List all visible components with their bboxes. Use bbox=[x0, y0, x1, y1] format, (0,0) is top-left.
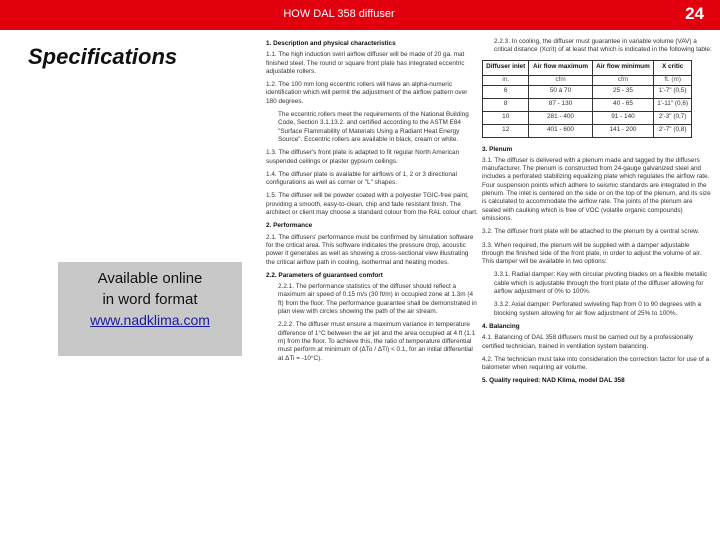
section-heading: 1. Description and physical characteristics bbox=[266, 40, 396, 47]
table-cell: 87 - 130 bbox=[529, 98, 592, 111]
spec-paragraph: 2.2.2. The diffuser must ensure a maximum variance in temperature difference of 1°C between the air jet and the area occupied at 4 ft (1.1 m) from the floor. To achieve this, the ratio of temperature differential must perform at minimum of (ΔTo / ΔTi) < 0.1, for an initial differential at ΔTi = -10°C). bbox=[278, 321, 476, 362]
spec-paragraph: 4.2. The technician must take into consideration the correction factor for use of a balometer when requiring air volume. bbox=[482, 355, 710, 372]
spec-paragraph: 1.2. The 100 mm long eccentric rollers will have an alpha-numeric identification which will permit the adjustment of the airflow pattern over 180 degrees. bbox=[266, 81, 468, 105]
callout-line-2: in word format bbox=[102, 291, 198, 308]
table-header-cell: Diffuser inlet bbox=[483, 60, 529, 75]
website-link[interactable]: www.nadklima.com bbox=[90, 312, 210, 328]
table-cell: 141 - 200 bbox=[592, 124, 654, 137]
table-header-cell: Air flow minimum bbox=[592, 60, 654, 75]
table-cell: 6 bbox=[483, 85, 529, 98]
presentation-title: HOW DAL 358 diffuser bbox=[283, 8, 395, 20]
table-unit-cell: ft. (m) bbox=[654, 75, 692, 85]
table-cell: 10 bbox=[483, 111, 529, 124]
spec-paragraph: 2.1. The diffusers' performance must be confirmed by simulation software for the critical area. This software indicates the pressure drop, acoustic power it generates as well as showing a cross-sectional view illustrating the critical airflow path in cooling, isothermal and heating modes. bbox=[266, 233, 474, 266]
table-cell: 2'-7" (0,8) bbox=[654, 124, 692, 137]
spec-paragraph: 3.3.2. Axial damper: Perforated swiveling flap from 0 to 90 degrees with a blocking system allowing for air flow adjustment of 25% to 100%. bbox=[494, 301, 702, 317]
spec-paragraph: 3.3.1. Radial damper: Key with circular pivoting blades on a flexible metallic cable which is adjustable through the front plate of the diffuser allowing for airflow adjustment of 0% to 100%. bbox=[494, 271, 708, 296]
table-unit-cell: cfm bbox=[529, 75, 592, 85]
table-cell: 91 - 140 bbox=[592, 111, 654, 124]
spec-paragraph: The eccentric rollers meet the requirements of the National Building Code, Section 3.1.13.2. and certified according to the ASTM E84 "Surface Flammability of Materials Using a Radiant Heat Energy Source". Eccentric rollers are available in black, cream or white. bbox=[278, 111, 469, 143]
spec-paragraph: 3.1. The diffuser is delivered with a plenum made and tagged by the diffusers manufacturer. The plenum is constructed from 24-gauge galvanized steel and includes a perforated stabilizing equalizing plate which regulates the airflow rate. Four suspension points which adhere to seismic standards are integrated in the plenum. The inlet is centered on the side or on the top of the plenum, and its size is calculated to accommodate the airflow rate. The joints of the plenum are sealed with caulking which is free of VOC (volatile organic compounds) emissions. bbox=[482, 156, 711, 222]
section-heading: 2. Performance bbox=[266, 222, 313, 230]
spec-paragraph: 1.5. The diffuser will be powder coated with a polyester TGIC-free paint, providing a smooth, easy-to-clean, chip and fade resistant finish. The architect or client may choose a standard colour from the RAL colour chart. bbox=[266, 192, 478, 217]
table-unit-cell: cfm bbox=[592, 75, 654, 85]
section-heading: 3. Plenum bbox=[482, 145, 513, 153]
table-row bbox=[483, 111, 692, 124]
callout-line-1: Available online bbox=[97, 270, 203, 287]
section-heading: 4. Balancing bbox=[482, 322, 520, 330]
header-bar bbox=[0, 0, 720, 30]
table-cell: 40 - 65 bbox=[592, 98, 654, 111]
table-cell: 25 - 35 bbox=[592, 85, 654, 98]
table-row bbox=[483, 85, 692, 98]
spec-paragraph: 3.3. When required, the plenum will be supplied with a damper adjustable through the finished side of the front plate, in order to adjust the volume of air. This damper will be available in two options: bbox=[482, 241, 702, 266]
table-header-cell: Air flow maximum bbox=[529, 60, 592, 75]
page-number: 24 bbox=[685, 4, 704, 23]
critical-distance-table bbox=[482, 60, 692, 138]
table-row bbox=[483, 98, 692, 111]
spec-paragraph: 1.4. The diffuser plate is available for airflows of 1, 2 or 3 directional configurations as well as corner or "L" shapes. bbox=[266, 170, 457, 187]
spec-document-page bbox=[262, 30, 720, 540]
table-cell: 12 bbox=[483, 124, 529, 137]
spec-paragraph: 2.2.1. The performance statistics of the diffuser should reflect a maximum air speed of 0.15 m/s (30 ft/m) in occupied zone at 1.3m (4 ft) from the floor. The performance guarantee shall be demonstrated in plan view with circles showing the path of the air stream. bbox=[278, 283, 477, 316]
table-cell: 2'-3" (0,7) bbox=[654, 111, 692, 124]
table-cell: 50 à 70 bbox=[529, 85, 592, 98]
table-cell: 401 - 600 bbox=[529, 124, 592, 137]
table-cell: 281 - 400 bbox=[529, 111, 592, 124]
spec-paragraph: 1.3. The diffuser's front plate is adapted to fit regular North American suspended ceilings or plaster gypsum ceilings. bbox=[266, 149, 460, 165]
table-header-cell: X critic bbox=[654, 60, 692, 75]
table-unit-row bbox=[483, 75, 692, 85]
section-heading: 5. Quality required: NAD Klima, model DAL 358 bbox=[482, 377, 625, 385]
spec-paragraph: 3.2. The diffuser front plate will be attached to the plenum by a central screw. bbox=[482, 228, 700, 236]
document-left-column bbox=[266, 38, 478, 368]
table-row bbox=[483, 124, 692, 137]
table-cell: 1'-7" (0,5) bbox=[654, 85, 692, 98]
availability-callout bbox=[58, 262, 242, 356]
table-cell: 8 bbox=[483, 98, 529, 111]
page-title: Specifications bbox=[28, 44, 178, 69]
spec-paragraph: 1.1. The high induction swirl airflow diffuser will be made of 20 ga. mat finished steel. The round or square front plate has integrated eccentric adjustable rollers. bbox=[266, 51, 465, 75]
section-heading: 2.2. Parameters of guaranteed comfort bbox=[266, 271, 383, 279]
table-unit-cell: in. bbox=[483, 75, 529, 85]
document-right-column bbox=[482, 38, 712, 389]
table-cell: 1'-11" (0,6) bbox=[654, 98, 692, 111]
spec-paragraph: 4.1. Balancing of DAL 358 diffusers must be carried out by a professionally certified technician, trained in ventilation system balancing. bbox=[482, 334, 694, 350]
spec-paragraph: 2.2.3. In cooling, the diffuser must guarantee in variable volume (VAV) a critical distance (Xcrit) of at least that which is indicated in the following table: bbox=[494, 38, 712, 54]
